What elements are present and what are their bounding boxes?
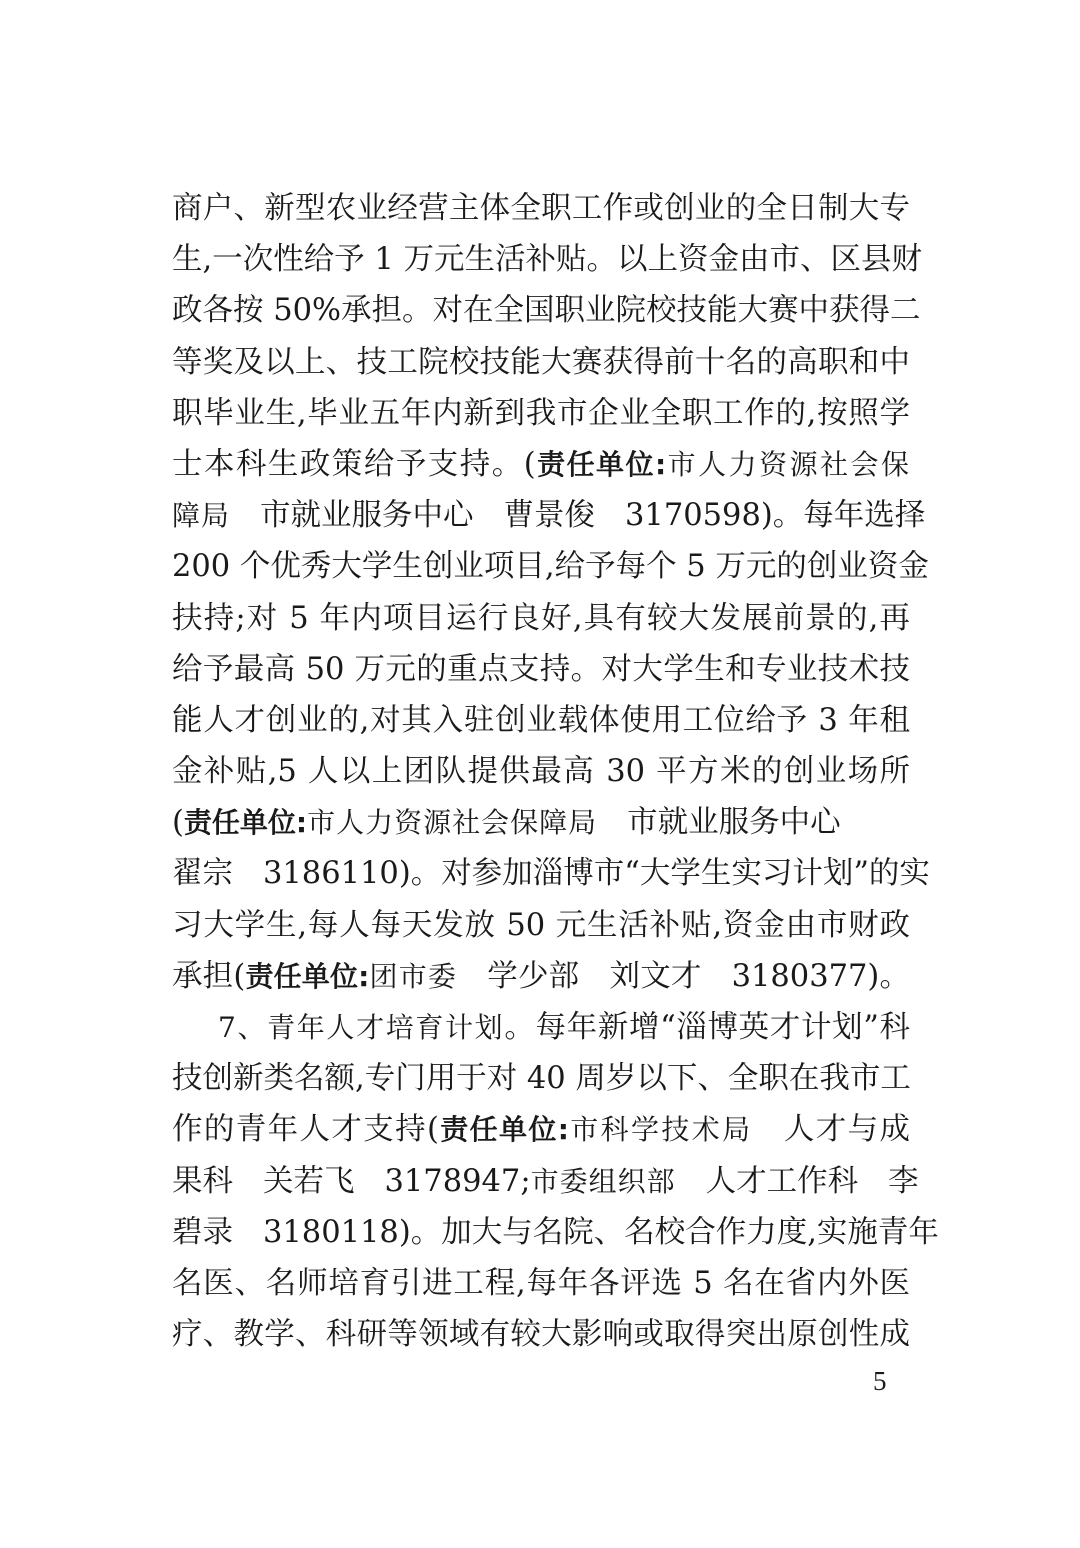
text-line [172,848,930,899]
text-line [172,644,910,695]
text-segment: 疗、教学、科研等领域有较大影响或取得突出原创性成 [172,1317,910,1353]
text-segment: 市就业服务中心 [627,805,841,841]
page-number: 5 [873,1366,887,1396]
text-segment: 士本科生政策给予支持。( [172,446,536,482]
text-segment: 作的青年人才支持( [172,1112,439,1148]
text-segment: 名医、名师培育引进工程,每年各评选 5 名在省内外医 [172,1265,910,1301]
text-segment: 能人才创业的,对其入驻创业载体使用工位给予 3 年租 [172,702,910,738]
text-line [172,593,910,644]
text-line [172,900,910,951]
text-line [172,388,910,439]
text-segment: 3180377)。 [731,958,910,994]
text-segment: 生,一次性给予 1 万元生活补贴。以上资金由市、区县财 [172,242,922,278]
text-segment: 技创新类名额,专门用于对 40 周岁以下、全职在我市工 [172,1061,911,1097]
text-segment: 扶持;对 5 年内项目运行良好,具有较大发展前景的,再 [172,600,910,636]
text-segment: 7、青年人才培育计划 [218,1011,505,1044]
text-segment: 3186110)。对参加淄博市“大学生实习计划”的实 [263,856,930,892]
text-line [172,797,910,848]
text-segment: 政各按 50%承担。对在全国职业院校技能大赛中获得二 [172,293,921,329]
text-segment: 翟宗 [172,856,233,892]
text-segment: 果科 [172,1163,233,1199]
responsible-unit-label: 责任单位: [183,806,308,840]
text-segment: ( [172,805,184,841]
text-line [172,1309,910,1360]
text-segment: 200 个优秀大学生创业项目,给予每个 5 万元的创业资金 [172,549,929,585]
text-segment: 职毕业生,毕业五年内新到我市企业全职工作的,按照学 [172,395,910,431]
text-segment: 李 [888,1163,919,1199]
text-segment: 市人力资源社会保 [666,447,910,481]
text-line [172,490,926,541]
text-line [172,951,910,1002]
text-line [172,1258,910,1309]
text-segment: 3178947; [384,1163,531,1199]
text-segment: 市委组织部 [530,1164,676,1198]
text-segment: 曹景俊 [503,498,596,534]
text-segment: 市就业服务中心 [260,498,474,534]
text-segment: 市科学技术局 [568,1113,753,1147]
text-line [172,541,929,592]
responsible-unit-label: 责任单位: [535,447,667,481]
text-line [172,1002,910,1053]
text-segment: 等奖及以上、技工院校技能大赛获得前十名的高职和中 [172,344,910,380]
text-line [172,1104,910,1155]
text-segment: 障局 [172,499,231,533]
text-line [172,1156,919,1207]
text-segment: 刘文才 [609,958,702,994]
text-segment: 商户、新型农业经营主体全职工作或创业的全日制大专 [172,191,910,226]
text-segment: 金补贴,5 人以上团队提供最高 30 平方米的创业场所 [172,754,910,790]
text-segment: 市人力资源社会保障局 [307,806,598,840]
text-segment: 给予最高 50 万元的重点支持。对大学生和专业技术技 [172,651,910,687]
text-segment: 人才与成 [782,1112,910,1148]
text-segment: 。每年新增“淄博英才计划”科 [504,1010,910,1045]
text-line [172,234,922,285]
responsible-unit-label: 责任单位: [438,1113,569,1147]
responsible-unit-label: 责任单位: [245,959,370,993]
text-segment: 关若飞 [263,1163,355,1199]
text-line [172,746,910,797]
text-line [172,183,910,234]
text-segment: 人才工作科 [705,1163,859,1199]
text-segment: 3180118)。加大与名院、名校合作力度,实施青年 [263,1214,939,1250]
text-segment: 习大学生,每人每天发放 50 元生活补贴,资金由市财政 [172,907,910,943]
text-line [172,1207,939,1258]
text-segment: 承担( [172,958,246,994]
text-line [172,1053,910,1104]
text-segment: 学少部 [487,958,580,994]
text-line [172,337,910,388]
text-line [172,695,910,746]
text-segment: 团市委 [369,959,458,993]
text-line [172,285,921,336]
text-segment: 3170598)。每年选择 [625,498,926,534]
text-segment: 碧录 [172,1214,233,1250]
body-text [172,183,939,1360]
text-line [172,439,910,490]
